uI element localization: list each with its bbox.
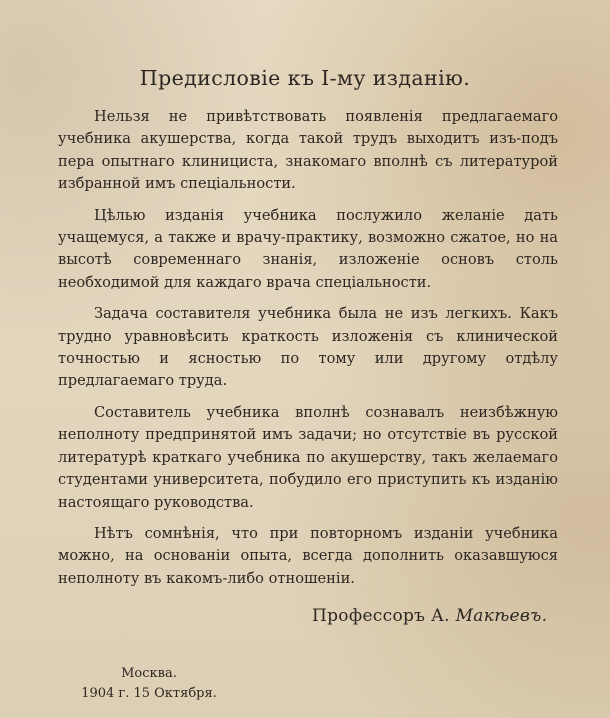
paragraph-3: Задача составителя учебника была не изъ легкихъ. Какъ трудно уравновѣсить краткость изложенія съ клинической точностью и ясностью по тому или другому отдѣлу предлагаемаго труда. [58, 305, 558, 390]
signature-prefix: Профессоръ А. [312, 606, 450, 626]
paragraph-1: Нельзя не привѣтствовать появленія предлагаемаго учебника акушерства, когда такой трудъ выходитъ изъ-подъ пера опытнаго клинициста, знакомаго вполнѣ съ литературой избранной имъ спеціальности. [58, 108, 558, 193]
signature-name: Макѣевъ. [455, 606, 548, 626]
paragraph-4: Составитель учебника вполнѣ сознавалъ неизбѣжную неполноту предпринятой имъ задачи; но отсутствіе въ русской литературѣ краткаго учебника по акушерству, такъ желаемаго студентами университета, побудило его приступить къ изданію настоящаго руководства. [58, 403, 558, 511]
preface-body [58, 106, 558, 599]
author-signature [312, 606, 547, 626]
paragraph-5: Нѣтъ сомнѣнія, что при повторномъ изданіи учебника можно, на основаніи опыта, всегда дополнить оказавшуюся неполноту въ какомъ-либо отношеніи. [58, 524, 558, 587]
paragraph-2: Цѣлью изданія учебника послужило желаніе дать учащемуся, а также и врачу-практику, возможно сжатое, но на высотѣ современнаго знанія, изложеніе основъ столь необходимой для каждаго врача спеціальности. [58, 206, 558, 291]
place-and-date [74, 664, 224, 704]
date-text: 1904 г. 15 Октября. [81, 686, 217, 701]
place-text: Москва. [121, 666, 177, 681]
page-title: Предисловіе къ I-му изданію. [139, 66, 471, 90]
